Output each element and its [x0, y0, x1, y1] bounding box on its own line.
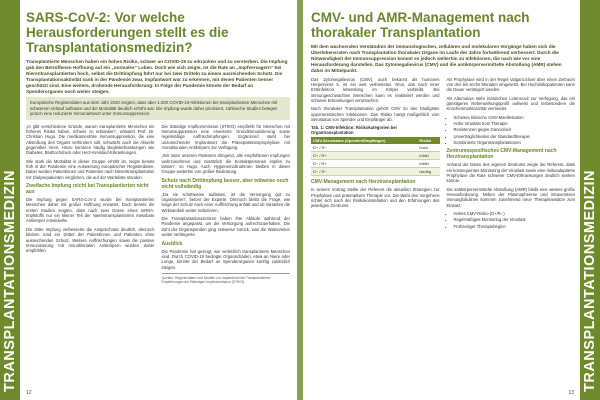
table-cell: D− / R+: [311, 160, 417, 168]
indication-list: [447, 115, 576, 146]
section-band-label-left: TRANSPLANTATIONSMEDIZIN: [2, 169, 18, 392]
table-cell: mittel: [417, 160, 439, 168]
left-article-intro: Transplantierte Menschen haben ein hohes Risiko, schwer an COVID-19 zu erkranken und zu versterben. Die Impfung gab den Betroffenen Hoffnung auf ein „normales“ Leben. Doch wie sich zeigte, ist die Rate an „Impfversagern“ bei Nierentransplantierten hoch, selbst die Drittimpfung führt nur bei zwei Dritteln zu einem ausreichenden Schutz. Die Transplantationsaktivität sank in der Pandemie zwar, Impfantwort war zu erkennen, mit denen Patienten besser geschützt sind. Eine weitere, drohende Herausforderung: In Folge der Pandemie könnte der Bedarf an Spenderorganen noch weiter steigen.: [26, 59, 288, 94]
paragraph: Das Zytomegalievirus (CMV), auch bekannt als humanes Herpesvirus 5, ist ein weit verbreitetes Virus, das nach einer Erstinfektion lebenslang im Körper verbleibt. Bei immungeschwächten Menschen kann es reaktiviert werden und schwere Erkrankungen verursachen.: [311, 76, 440, 103]
paragraph: „Da sie schrittweise auftraten, ist die Versorgung gut zu organisieren“, betont der Experte. Dennoch bleibt die Frage, wie lange der Schutz nach einer Auffrischung anhält und ob Varianten die Wirksamkeit weiter reduzieren.: [161, 191, 290, 213]
left-article: [26, 10, 290, 285]
list-item: • Hohes CMV-Risiko (D+/R−): [454, 211, 576, 216]
paragraph: Die Transplantationszentren haben ihre Abläufe während der Pandemie angepasst, um die Versorgung aufrechtzuerhalten. Die Zahl der Organspenden ging zeitweise zurück, was die Wartezeiten weiter verlängerte.: [161, 216, 290, 238]
table-header: CMV-Serostatus (Spender/Empfänger): [311, 137, 417, 144]
paragraph: Nach thorakaler Transplantation gehört CMV zu den häufigsten opportunistischen Infektionen. Das Risiko hängt maßgeblich vom Serostatus von Spender und Empfänger ab.: [311, 106, 440, 122]
right-page-number: 13: [568, 390, 574, 396]
table-cell: D+ / R−: [311, 144, 417, 152]
left-article-title: SARS-CoV-2: Vor welche Herausforderungen stellt es die Transplantationsmedizin?: [26, 10, 229, 55]
left-column-1: [26, 124, 155, 285]
paragraph: Die dritte Impfung verbesserte die Ansprechrate deutlich, dennoch blieben rund ein Drittel der Patientinnen und Patienten ohne ausreichenden Schutz. Weitere Auffrischungen sowie die passive Immunisierung mit monoklonalen Antikörpern wurden daher empfohlen.: [26, 226, 155, 254]
right-columns: [311, 77, 575, 233]
list-item: • Hohe Viruslast trotz Therapie: [454, 121, 576, 126]
table-cell: hoch: [417, 144, 439, 152]
table-row: [311, 168, 440, 176]
table-header: Risiko: [417, 137, 439, 144]
right-subheading-1: CMV-Management nach Herztransplantation: [311, 179, 416, 186]
paragraph: Anhand der Daten des eigenen Zentrums zeigte der Referent, dass ein konsequentes Monitoring der Viruslast sowie eine risikoadaptierte Prophylaxe die Rate schwerer CMV-Erkrankungen deutlich senken konnte.: [446, 162, 575, 184]
list-item: • Schwere klinische CMV-Manifestation: [454, 115, 576, 120]
paragraph: Die Ständige Impfkommission (STIKO) empfiehlt für Menschen mit Immunsuppression eine erweiterte Grundimmunisierung sowie regelmäßige Auffrischimpfungen. Ergänzend steht bei unzureichender Impfantwort die Präexpositionsprophylaxe mit monoklonalen Antikörpern zur Verfügung.: [161, 123, 290, 151]
table-row: [311, 152, 440, 160]
right-article: [311, 10, 575, 232]
section-band-label-right: TRANSPLANTATIONSMEDIZIN: [582, 169, 598, 392]
left-columns: [26, 124, 290, 285]
table-cell: D− / R−: [311, 168, 417, 176]
right-column-1: [311, 77, 440, 233]
paragraph: Die antikörpervermittelte Abstoßung (AMR) bleibt eine weitere große Herausforderung. Neben der Plasmapherese und intravenösen Immunglobulinen kommen zunehmend neue Therapieansätze zum Einsatz.: [446, 186, 575, 208]
list-item: • Frühzeitiger Therapiebeginn: [454, 224, 576, 229]
left-footnote: Quellen: Registerdaten und Studien zur Impfantwort bei Transplantierten; Empfehlungen der Ständigen Impfkommission (STIKO).: [162, 273, 291, 285]
left-infobox: Europäische Registerdaten aus dem Jahr 2020 zeigten, dass über 1.000 COVID-19-Infektionen bei transplantierten Menschen mit schwerem Verlauf auftraten und die Mortalität deutlich erhöht war. Die Impfung wurde daher priorisiert, zahlreiche Studien belegen jedoch eine reduzierte Immunantwort unter Immunsuppression.: [26, 97, 290, 119]
left-page: [0, 0, 297, 400]
list-item: • Resistenzen gegen Ganciclovir: [454, 127, 576, 132]
paragraph: „Wir raten unseren Patienten dringend, alle empfohlenen Impfungen wahrzunehmen und zusätzlich die Kontaktpersonen impfen zu lassen“, so Hugo. Auch Hygienemaßnahmen bleiben in dieser Gruppe weiterhin von großer Bedeutung.: [161, 153, 290, 175]
right-subheading-2: Zentrumsspezifisches CMV-Management nach Herztransplantation: [446, 148, 557, 161]
list-item: • Unverträglichkeiten der Standardtherapie: [454, 134, 576, 139]
table-cell: D+ / R+: [311, 152, 417, 160]
table-caption: Tab. 1: CMV-Infektion: Risikokategorien bei Organtransplantation: [311, 125, 397, 136]
right-column-2: [447, 77, 576, 233]
section-band-left: [0, 0, 20, 400]
paragraph: „In gibt verschiedene Gründe, warum transplantierte Menschen ein höheres Risiko haben, schwer zu erkranken“, erläutert Prof. Dr. Christian Hugo. Die medikamentöse Immunsuppression, die eine Abstoßung des Organs verhindern soll, schwächt auch die Abwehr gegenüber Viren. Hinzu kommen häufig Begleiterkrankungen wie Diabetes, Bluthochdruck oder Herz-Kreislauf-Erkrankungen.: [26, 123, 155, 156]
left-subheading-3: Ausblick: [161, 240, 183, 247]
management-list: [447, 211, 576, 229]
left-subheading-1: Zweifache Impfung reicht bei Transplantierten nicht aus: [26, 183, 149, 196]
list-item: • Regelmäßiges Monitoring der Viruslast: [454, 217, 576, 222]
table-header-row: [311, 137, 440, 144]
left-column-2: [162, 124, 291, 285]
paragraph: Als Alternative steht inzwischen Letermovir zur Verfügung, das ein günstigeres Nebenwirkungsprofil aufweist und insbesondere die Knochenmarktoxizität vermeidet.: [446, 95, 575, 112]
right-article-intro: Mit dem wachsenden Verständnis der immunologischen, zellulären und molekularen Vorgänge haben sich die Überlebensraten nach Transplantation thorakaler Organe im Laufe der Jahre fortwährend verbessert. Durch die Notwendigkeit der Immunsuppression kommt es jedoch weiterhin zu Infektionen, die nach wie vor eine Herausforderung darstellen. Das Zytomegalievirus (CMV) und die antikörpervermittelte Abstoßung (AMR) stehen dabei im Mittelpunkt.: [311, 44, 562, 73]
section-band-right: [580, 0, 600, 400]
list-item: • Kombinierte Organtransplantationen: [454, 140, 576, 145]
table-row: [311, 144, 440, 152]
right-article-title: CMV- und AMR-Management nach thorakaler Transplantation: [311, 10, 530, 40]
cmv-risk-table: [311, 125, 440, 176]
paragraph: Die Impfung gegen SARS-CoV-2 wurde bei transplantierten Menschen daher mit großer Hoffnung erwartet. Doch bereits die ersten Studien zeigten, dass nach zwei Dosen eines mRNA-Impfstoffs nur ein kleiner Teil der Nierentransplantierten messbare Antikörper entwickelte.: [26, 197, 155, 224]
left-page-number: 12: [26, 390, 32, 396]
table-row: [311, 160, 440, 168]
right-page: [303, 0, 600, 400]
table-cell: mittel: [417, 152, 439, 160]
paragraph: Wie stark die Mortalität in dieser Gruppe erhöht ist, zeigte bereits früh in der Pandemie eine Auswertung europäischer Registerdaten. Dabei wurden Patientinnen und Patienten nach Nierentransplantation mit Dialysepatienten verglichen, die auf der Warteliste standen.: [26, 158, 155, 180]
paragraph: Als Prophylaxe wird in der Regel Valganciclovir über einen Zeitraum von drei bis sechs Monaten eingesetzt. Bei Hochrisikopatienten kann die Dauer verlängert werden.: [446, 76, 575, 93]
paragraph: In seinem Vortrag stellte der Referent die aktuellen Strategien zur Prophylaxe und präemptiven Therapie vor. Die Wahl des Vorgehens richtet sich nach der Risikokonstellation und den Erfahrungen des jeweiligen Zentrums.: [311, 187, 440, 209]
table-cell: niedrig: [417, 168, 439, 176]
paragraph: Die Pandemie hat gezeigt, wie verletzlich transplantierte Menschen sind. Durch COVID-19 bedingte Organschäden, etwa an Niere oder Lunge, könnte der Bedarf an Spenderorganen künftig zusätzlich steigen.: [161, 248, 290, 270]
left-subheading-2: Schutz nach Drittimpfung besser, aber teilweise noch nicht vollständig: [161, 177, 289, 190]
